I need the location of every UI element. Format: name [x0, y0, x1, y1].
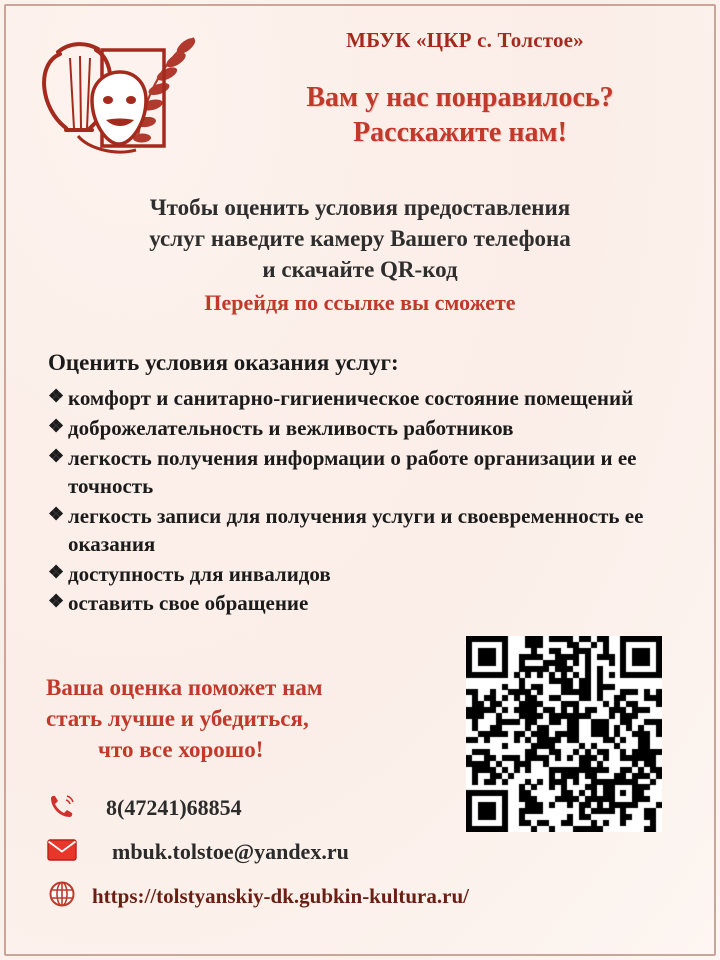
callout-line-2: стать лучше и убедиться,: [46, 706, 309, 732]
instructions-line-3: и скачайте QR-код: [262, 257, 458, 283]
phone-number: 8(47241)68854: [106, 795, 242, 820]
list-item: [48, 445, 658, 501]
instructions-line-2: услуг наведите камеру Вашего телефона: [149, 226, 571, 252]
list-item-label: доброжелательность и вежливость работников: [68, 415, 514, 440]
list-item-label: легкость записи для получения услуги и своевременность ее оказания: [68, 503, 644, 556]
organization-logo: [18, 16, 208, 181]
contact-row-website[interactable]: [40, 874, 680, 918]
page-headline: [210, 80, 710, 150]
envelope-icon: [40, 839, 84, 866]
list-item-label: комфорт и санитарно-гигиеническое состояние помещений: [68, 386, 634, 410]
diamond-bullet-icon: ❖: [48, 561, 65, 582]
instructions-line-1: Чтобы оценить условия предоставления: [149, 195, 571, 220]
link-note: Перейдя по ссылке вы сможете: [204, 290, 516, 315]
headline-line-1: Вам у нас понравилось?: [306, 82, 614, 113]
list-item: [48, 561, 658, 589]
diamond-bullet-icon: ❖: [48, 415, 65, 436]
list-item-label: оставить свое обращение: [68, 591, 309, 616]
list-item: [48, 415, 658, 443]
list-title: Оценить условия оказания услуг:: [48, 350, 399, 375]
callout-line-3: что все хорошо!: [98, 737, 264, 763]
organization-title: МБУК «ЦКР с. Толстое»: [346, 28, 584, 52]
website-url: https://tolstyanskiy-dk.gubkin-kultura.ru/: [92, 883, 469, 908]
contact-row-phone[interactable]: [40, 786, 680, 830]
list-item: [48, 590, 658, 618]
instructions-block: [60, 192, 660, 285]
diamond-bullet-icon: ❖: [48, 445, 65, 466]
criteria-list: [48, 385, 658, 620]
contact-row-email[interactable]: [40, 830, 680, 874]
diamond-bullet-icon: ❖: [48, 503, 65, 524]
diamond-bullet-icon: ❖: [48, 591, 65, 612]
callout-block: [46, 672, 436, 765]
contacts-block: [40, 786, 680, 918]
headline-line-2: Расскажите нам!: [353, 117, 567, 148]
list-item: [48, 503, 658, 559]
diamond-bullet-icon: ❖: [48, 386, 65, 406]
list-item: [48, 385, 658, 413]
callout-line-1: Ваша оценка поможет нам: [46, 675, 323, 700]
email-address: mbuk.tolstoe@yandex.ru: [112, 839, 349, 864]
globe-icon: [40, 881, 84, 912]
list-item-label: доступность для инвалидов: [68, 561, 331, 586]
phone-icon: [40, 794, 84, 823]
list-item-label: легкость получения информации о работе организации и ее точность: [68, 445, 637, 498]
